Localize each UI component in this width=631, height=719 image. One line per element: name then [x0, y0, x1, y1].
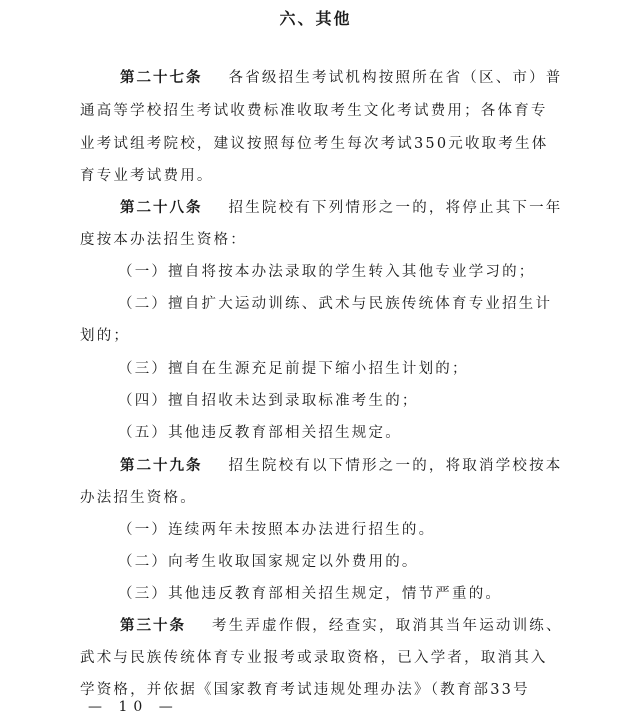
article-28-first-line [120, 198, 563, 218]
article-29-heading: 第二十九条 [120, 457, 203, 474]
article-30-heading: 第三十条 [120, 617, 186, 634]
article-29-line-1: 招生院校有以下情形之一的，将取消学校按本 [228, 458, 563, 474]
article-28-line-1: 招生院校有下列情形之一的，将停止其下一年 [228, 200, 563, 216]
article-28-item-5: （五）其他违反教育部相关招生规定。 [118, 425, 402, 441]
article-28-line-2: 度按本办法招生资格： [80, 232, 247, 248]
article-27-heading: 第二十七条 [120, 69, 203, 86]
article-30-line-1: 考生弄虚作假，经查实，取消其当年运动训练、 [212, 618, 563, 634]
page-number: — 10 — [88, 699, 179, 715]
article-28-item-1: （一）擅自将按本办法录取的学生转入其他专业学习的； [118, 264, 536, 280]
article-29-item-3: （三）其他违反教育部相关招生规定，情节严重的。 [118, 586, 503, 602]
article-30-first-line [120, 616, 563, 636]
article-27-line-4: 育专业考试费用。 [80, 168, 214, 184]
article-30-line-2: 武术与民族传统体育专业报考或录取资格，已入学者，取消其入 [80, 650, 548, 666]
article-28-item-4: （四）擅自招收未达到录取标准考生的； [118, 393, 419, 409]
article-27-line-1: 各省级招生考试机构按照所在省（区、市）普 [228, 70, 563, 86]
article-28-item-3: （三）擅自在生源充足前提下缩小招生计划的； [118, 361, 469, 377]
article-29-line-2: 办法招生资格。 [80, 490, 197, 506]
section-title: 六、其他 [279, 9, 352, 28]
article-29-first-line [120, 456, 563, 476]
article-28-item-2-cont: 划的； [80, 328, 131, 344]
article-30-line-3: 学资格，并依据《国家教育考试违规处理办法》（教育部33号 [80, 682, 530, 698]
article-27-line-3: 业考试组考院校，建议按照每位考生每次考试350元收取考生体 [80, 136, 549, 152]
article-29-item-2: （二）向考生收取国家规定以外费用的。 [118, 554, 419, 570]
article-28-heading: 第二十八条 [120, 199, 203, 216]
article-29-item-1: （一）连续两年未按照本办法进行招生的。 [118, 522, 436, 538]
article-27-first-line [120, 68, 563, 88]
article-27-line-2: 通高等学校招生考试收费标准收取考生文化考试费用；各体育专 [80, 103, 548, 119]
article-28-item-2: （二）擅自扩大运动训练、武术与民族传统体育专业招生计 [118, 296, 553, 312]
